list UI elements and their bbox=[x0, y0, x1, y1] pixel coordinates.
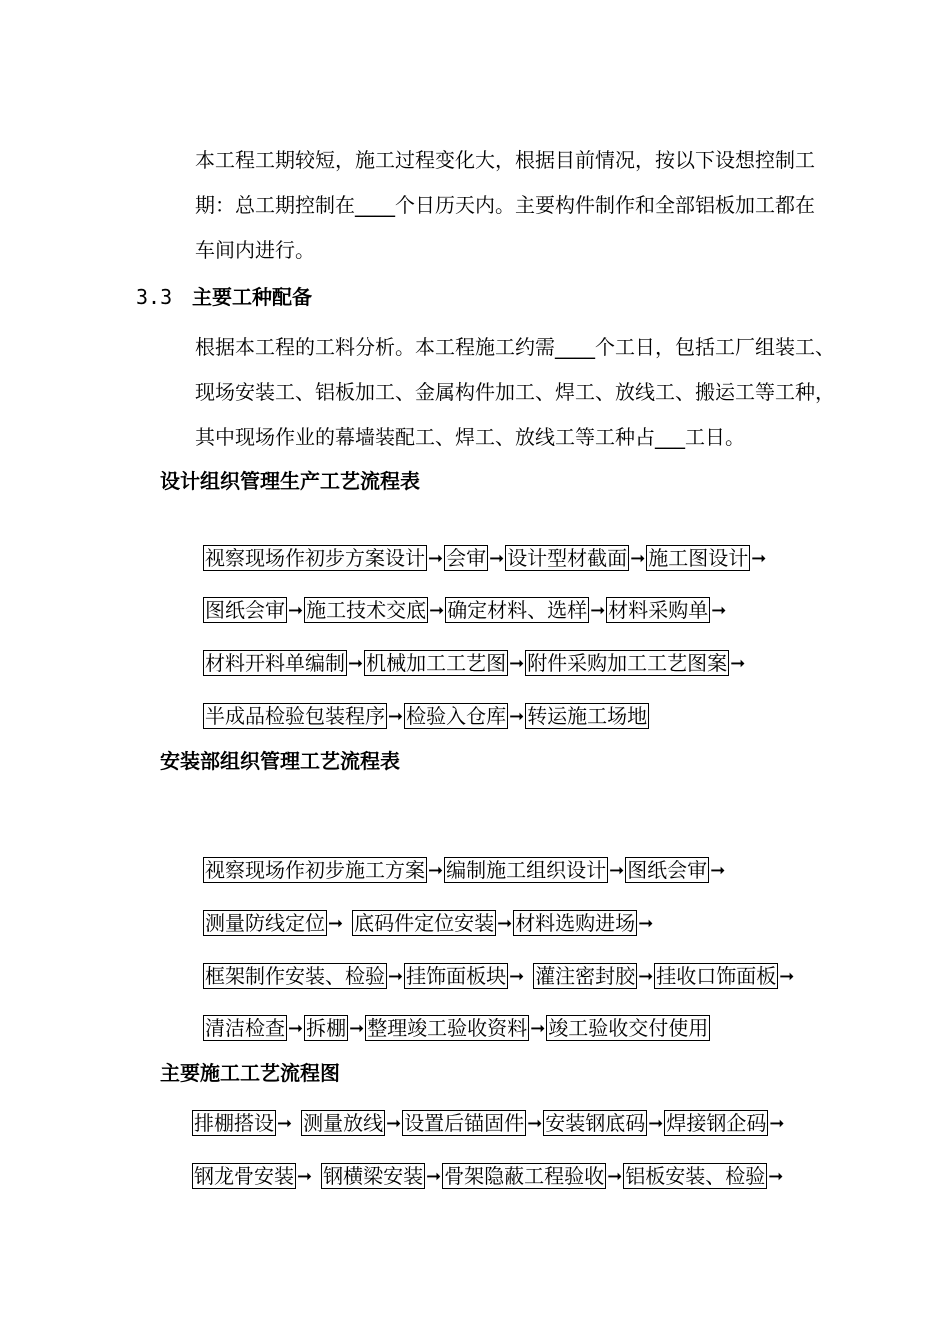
flow3-title: 主要施工工艺流程图 bbox=[160, 1061, 340, 1085]
flow-step-box: 确定材料、选样 bbox=[447, 598, 588, 622]
flow-step-box: 拆棚 bbox=[306, 1016, 347, 1040]
intro-line: 车间内进行。 bbox=[195, 238, 315, 262]
arrow-right-icon: ➞ bbox=[428, 859, 444, 881]
arrow-right-icon: ➞ bbox=[711, 599, 727, 621]
flow-step-box: 焊接钢企码 bbox=[666, 1111, 767, 1135]
arrow-right-icon: ➞ bbox=[328, 912, 344, 934]
arrow-right-icon: ➞ bbox=[509, 965, 525, 987]
flow3-row bbox=[192, 1161, 784, 1191]
flow-step-box: 挂收口饰面板 bbox=[656, 964, 777, 988]
arrow-right-icon: ➞ bbox=[607, 1165, 623, 1187]
flow-step-box: 视察现场作初步方案设计 bbox=[205, 546, 425, 570]
section-title: 主要工种配备 bbox=[192, 285, 312, 309]
arrow-right-icon: ➞ bbox=[530, 1017, 546, 1039]
arrow-right-icon: ➞ bbox=[288, 1017, 304, 1039]
flow-step-box: 图纸会审 bbox=[627, 858, 708, 882]
flow-step-box: 骨架隐蔽工程验收 bbox=[444, 1164, 605, 1188]
arrow-right-icon: ➞ bbox=[769, 1112, 785, 1134]
flow-step-box: 整理竣工验收资料 bbox=[367, 1016, 528, 1040]
flow-step-box: 检验入仓库 bbox=[406, 704, 507, 728]
flow-step-box: 清洁检查 bbox=[205, 1016, 285, 1040]
flow-step-box: 安装钢底码 bbox=[545, 1111, 646, 1135]
flow-step-box: 转运施工场地 bbox=[527, 704, 648, 728]
flow2-title: 安装部组织管理工艺流程表 bbox=[160, 749, 400, 773]
flow-step-box: 视察现场作初步施工方案 bbox=[205, 858, 425, 882]
arrow-right-icon: ➞ bbox=[426, 1165, 442, 1187]
flow-step-box: 材料选购进场 bbox=[515, 911, 636, 935]
flow2-row bbox=[203, 1013, 710, 1043]
arrow-right-icon: ➞ bbox=[609, 859, 625, 881]
flow-step-box: 半成品检验包装程序 bbox=[205, 704, 385, 728]
flow-step-box: 钢龙骨安装 bbox=[194, 1164, 294, 1188]
arrow-right-icon: ➞ bbox=[638, 912, 654, 934]
flow1-title: 设计组织管理生产工艺流程表 bbox=[160, 469, 420, 493]
flow-step-box: 机械加工工艺图 bbox=[366, 651, 507, 675]
flow-step-box: 编制施工组织设计 bbox=[446, 858, 607, 882]
arrow-right-icon: ➞ bbox=[428, 547, 444, 569]
arrow-right-icon: ➞ bbox=[349, 1017, 365, 1039]
section-paragraph bbox=[195, 325, 915, 460]
arrow-right-icon: ➞ bbox=[630, 547, 646, 569]
arrow-right-icon: ➞ bbox=[779, 965, 795, 987]
flow-step-box: 框架制作安装、检验 bbox=[205, 964, 385, 988]
flow-step-box: 施工技术交底 bbox=[306, 598, 427, 622]
intro-line: 本工程工期较短，施工过程变化大，根据目前情况，按以下设想控制工 bbox=[195, 148, 815, 172]
arrow-right-icon: ➞ bbox=[638, 965, 654, 987]
arrow-right-icon: ➞ bbox=[710, 859, 726, 881]
intro-paragraph bbox=[195, 138, 915, 273]
flow1-row bbox=[203, 543, 767, 573]
arrow-right-icon: ➞ bbox=[277, 1112, 293, 1134]
flow2-row bbox=[203, 961, 795, 991]
flow2-row bbox=[203, 908, 654, 938]
arrow-right-icon: ➞ bbox=[288, 599, 304, 621]
arrow-right-icon: ➞ bbox=[388, 705, 404, 727]
flow-step-box: 附件采购加工工艺图案 bbox=[527, 651, 728, 675]
flow1-row bbox=[203, 701, 649, 731]
flow-step-box: 设置后锚固件 bbox=[404, 1111, 525, 1135]
arrow-right-icon: ➞ bbox=[386, 1112, 402, 1134]
flow-step-box: 排棚搭设 bbox=[194, 1111, 274, 1135]
flow-step-box: 测量防线定位 bbox=[205, 911, 325, 935]
arrow-right-icon: ➞ bbox=[527, 1112, 543, 1134]
intro-line: 期：总工期控制在____个日历天内。主要构件制作和全部铝板加工都在 bbox=[195, 193, 815, 217]
arrow-right-icon: ➞ bbox=[348, 652, 364, 674]
arrow-right-icon: ➞ bbox=[751, 547, 767, 569]
flow-step-box: 底码件定位安装 bbox=[354, 911, 495, 935]
flow1-row bbox=[203, 595, 727, 625]
flow3-row bbox=[192, 1108, 785, 1138]
flow-step-box: 竣工验收交付使用 bbox=[548, 1016, 709, 1040]
flow-step-box: 测量放线 bbox=[303, 1111, 384, 1135]
flow-step-box: 材料开料单编制 bbox=[205, 651, 345, 675]
section-number: 3.3 bbox=[136, 285, 173, 309]
arrow-right-icon: ➞ bbox=[768, 1165, 784, 1187]
section-heading bbox=[136, 282, 312, 312]
arrow-right-icon: ➞ bbox=[497, 912, 513, 934]
arrow-right-icon: ➞ bbox=[730, 652, 746, 674]
flow1-row bbox=[203, 648, 746, 678]
arrow-right-icon: ➞ bbox=[648, 1112, 664, 1134]
arrow-right-icon: ➞ bbox=[590, 599, 606, 621]
arrow-right-icon: ➞ bbox=[509, 705, 525, 727]
arrow-right-icon: ➞ bbox=[429, 599, 445, 621]
flow-step-box: 材料采购单 bbox=[608, 598, 709, 622]
flow-step-box: 设计型材截面 bbox=[507, 546, 628, 570]
arrow-right-icon: ➞ bbox=[388, 965, 404, 987]
flow-step-box: 灌注密封胶 bbox=[535, 964, 636, 988]
flow-step-box: 图纸会审 bbox=[205, 598, 285, 622]
flow-step-box: 钢横梁安装 bbox=[323, 1164, 424, 1188]
arrow-right-icon: ➞ bbox=[489, 547, 505, 569]
flow-step-box: 会审 bbox=[446, 546, 487, 570]
flow2-row bbox=[203, 855, 726, 885]
arrow-right-icon: ➞ bbox=[509, 652, 525, 674]
flow-step-box: 挂饰面板块 bbox=[406, 964, 507, 988]
section-line: 根据本工程的工料分析。本工程施工约需____个工日，包括工厂组装工、 bbox=[195, 335, 835, 359]
flow-step-box: 铝板安装、检验 bbox=[625, 1164, 766, 1188]
section-line: 现场安装工、铝板加工、金属构件加工、焊工、放线工、搬运工等工种， bbox=[195, 380, 835, 404]
flow-step-box: 施工图设计 bbox=[648, 546, 749, 570]
section-line: 其中现场作业的幕墙装配工、焊工、放线工等工种占___工日。 bbox=[195, 425, 745, 449]
arrow-right-icon: ➞ bbox=[297, 1165, 313, 1187]
